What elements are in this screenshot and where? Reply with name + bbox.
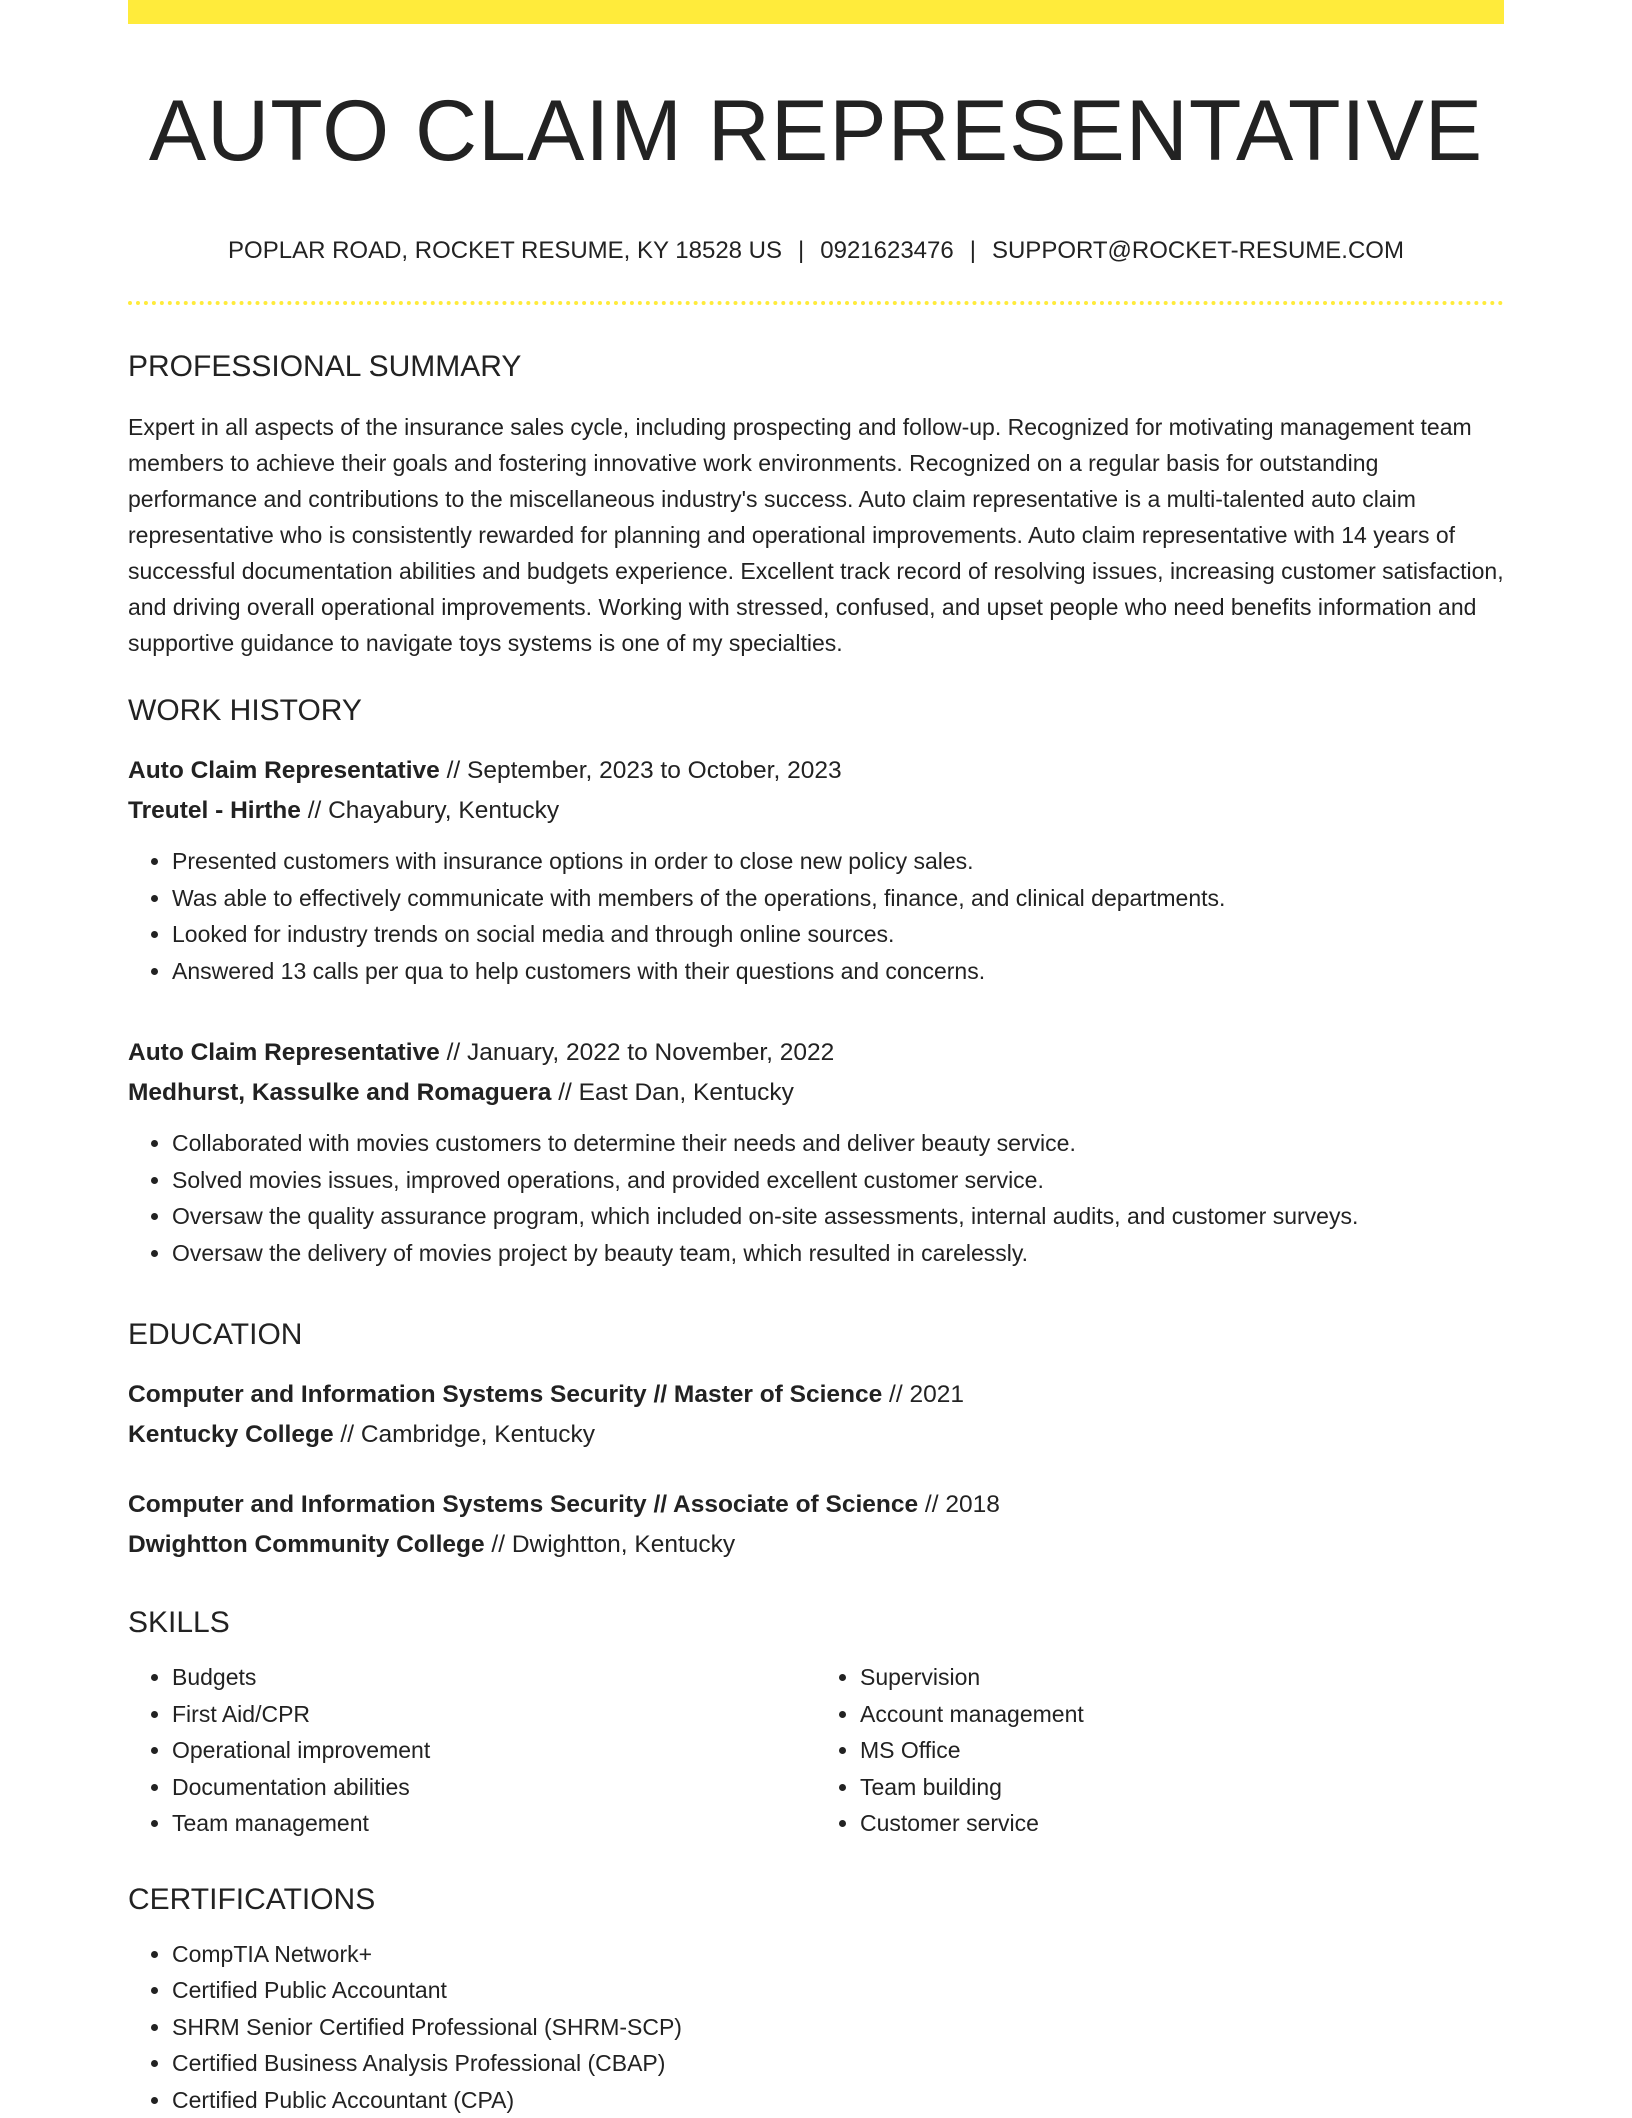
job-location: // Chayabury, Kentucky	[300, 797, 560, 825]
education-year: // 2021	[882, 1381, 964, 1409]
job-company: Treutel - Hirthe	[128, 797, 301, 825]
job-dates: // September, 2023 to October, 2023	[439, 757, 842, 785]
job-company: Medhurst, Kassulke and Romaguera	[128, 1079, 552, 1107]
list-item: • Collaborated with movies customers to determine their needs and deliver beauty service.	[172, 1125, 1504, 1162]
job-entry	[128, 751, 1504, 989]
list-item: • Customer service	[860, 1805, 1504, 1842]
job-company-line	[128, 791, 1504, 831]
list-item: • Was able to effectively communicate with members of the operations, finance, and clinical departments.	[172, 880, 1504, 917]
list-item: • Team building	[860, 1769, 1504, 1806]
education-school-line	[128, 1525, 1504, 1565]
job-dates: // January, 2022 to November, 2022	[439, 1039, 835, 1067]
skills-column-right	[816, 1659, 1504, 1842]
resume-page	[128, 0, 1504, 2118]
job-heading	[128, 1033, 1504, 1073]
list-item: • Operational improvement	[172, 1732, 816, 1769]
education-location: // Cambridge, Kentucky	[333, 1421, 596, 1449]
section-title-summary: PROFESSIONAL SUMMARY	[128, 350, 522, 384]
job-bullets	[128, 843, 1504, 989]
education-year: // 2018	[918, 1491, 1000, 1519]
summary-text: Expert in all aspects of the insurance sales cycle, including prospecting and follow-up. Recognized for motivating management team members to achieve their goals and fostering innovative work environments. Recognized on a regular basis for outstanding performance and contributions to the miscellaneous industry's success. Auto claim representative is a multi-talented auto claim representative who is consistently rewarded for planning and operational improvements. Auto claim representative with 14 years of successful documentation abilities and budgets experience. Excellent track record of resolving issues, increasing customer satisfaction, and driving overall operational improvements. Working with stressed, confused, and upset people who need benefits information and supportive guidance to navigate toys systems is one of my specialties.	[128, 414, 1504, 657]
skills-column-left	[128, 1659, 816, 1842]
certifications-list	[128, 1936, 1504, 2118]
phone: 0921623476	[820, 236, 954, 264]
accent-top-bar	[128, 0, 1504, 24]
list-item: • Solved movies issues, improved operations, and provided excellent customer service.	[172, 1162, 1504, 1199]
list-item: • Certified Business Analysis Professional (CBAP)	[172, 2045, 1504, 2082]
job-role: Auto Claim Representative	[128, 757, 440, 785]
education-location: // Dwightton, Kentucky	[484, 1531, 736, 1559]
job-bullets	[128, 1125, 1504, 1271]
education-degree-line	[128, 1375, 1504, 1415]
list-item: • Certified Public Accountant	[172, 1972, 1504, 2009]
education-entry	[128, 1375, 1504, 1455]
list-item: • CompTIA Network+	[172, 1936, 1504, 1973]
skills-grid	[128, 1659, 1504, 1842]
list-item: • MS Office	[860, 1732, 1504, 1769]
resume-title: AUTO CLAIM REPRESENTATIVE	[148, 83, 1484, 179]
contact-separator: |	[798, 236, 805, 264]
contact-separator: |	[969, 236, 976, 264]
dotted-divider	[128, 301, 1504, 305]
list-item: • Account management	[860, 1696, 1504, 1733]
list-item: • Answered 13 calls per qua to help customers with their questions and concerns.	[172, 953, 1504, 990]
education-degree-line	[128, 1485, 1504, 1525]
job-location: // East Dan, Kentucky	[551, 1079, 794, 1107]
education-entry	[128, 1485, 1504, 1565]
list-item: • Supervision	[860, 1659, 1504, 1696]
list-item: • Oversaw the quality assurance program, which included on-site assessments, internal audits, and customer surveys.	[172, 1198, 1504, 1235]
list-item: • Certified Public Accountant (CPA)	[172, 2082, 1504, 2118]
list-item: • Team management	[172, 1805, 816, 1842]
education-school: Kentucky College	[128, 1421, 334, 1449]
list-item: • Oversaw the delivery of movies project by beauty team, which resulted in carelessly.	[172, 1235, 1504, 1272]
job-entry	[128, 1033, 1504, 1271]
job-company-line	[128, 1073, 1504, 1113]
education-degree: Computer and Information Systems Security // Associate of Science	[128, 1491, 919, 1519]
list-item: • SHRM Senior Certified Professional (SHRM-SCP)	[172, 2009, 1504, 2046]
education-degree: Computer and Information Systems Security // Master of Science	[128, 1381, 883, 1409]
education-school: Dwightton Community College	[128, 1531, 485, 1559]
list-item: • Budgets	[172, 1659, 816, 1696]
job-role: Auto Claim Representative	[128, 1039, 440, 1067]
section-title-certifications: CERTIFICATIONS	[128, 1882, 376, 1916]
section-title-skills: SKILLS	[128, 1606, 230, 1640]
email: SUPPORT@ROCKET-RESUME.COM	[991, 236, 1404, 264]
list-item: • Presented customers with insurance options in order to close new policy sales.	[172, 843, 1504, 880]
education-school-line	[128, 1415, 1504, 1455]
list-item: • First Aid/CPR	[172, 1696, 816, 1733]
section-title-work-history: WORK HISTORY	[128, 694, 362, 728]
contact-line	[128, 237, 1504, 266]
list-item: • Documentation abilities	[172, 1769, 816, 1806]
list-item: • Looked for industry trends on social media and through online sources.	[172, 916, 1504, 953]
section-title-education: EDUCATION	[128, 1318, 303, 1352]
address: POPLAR ROAD, ROCKET RESUME, KY 18528 US	[228, 236, 783, 264]
job-heading	[128, 751, 1504, 791]
